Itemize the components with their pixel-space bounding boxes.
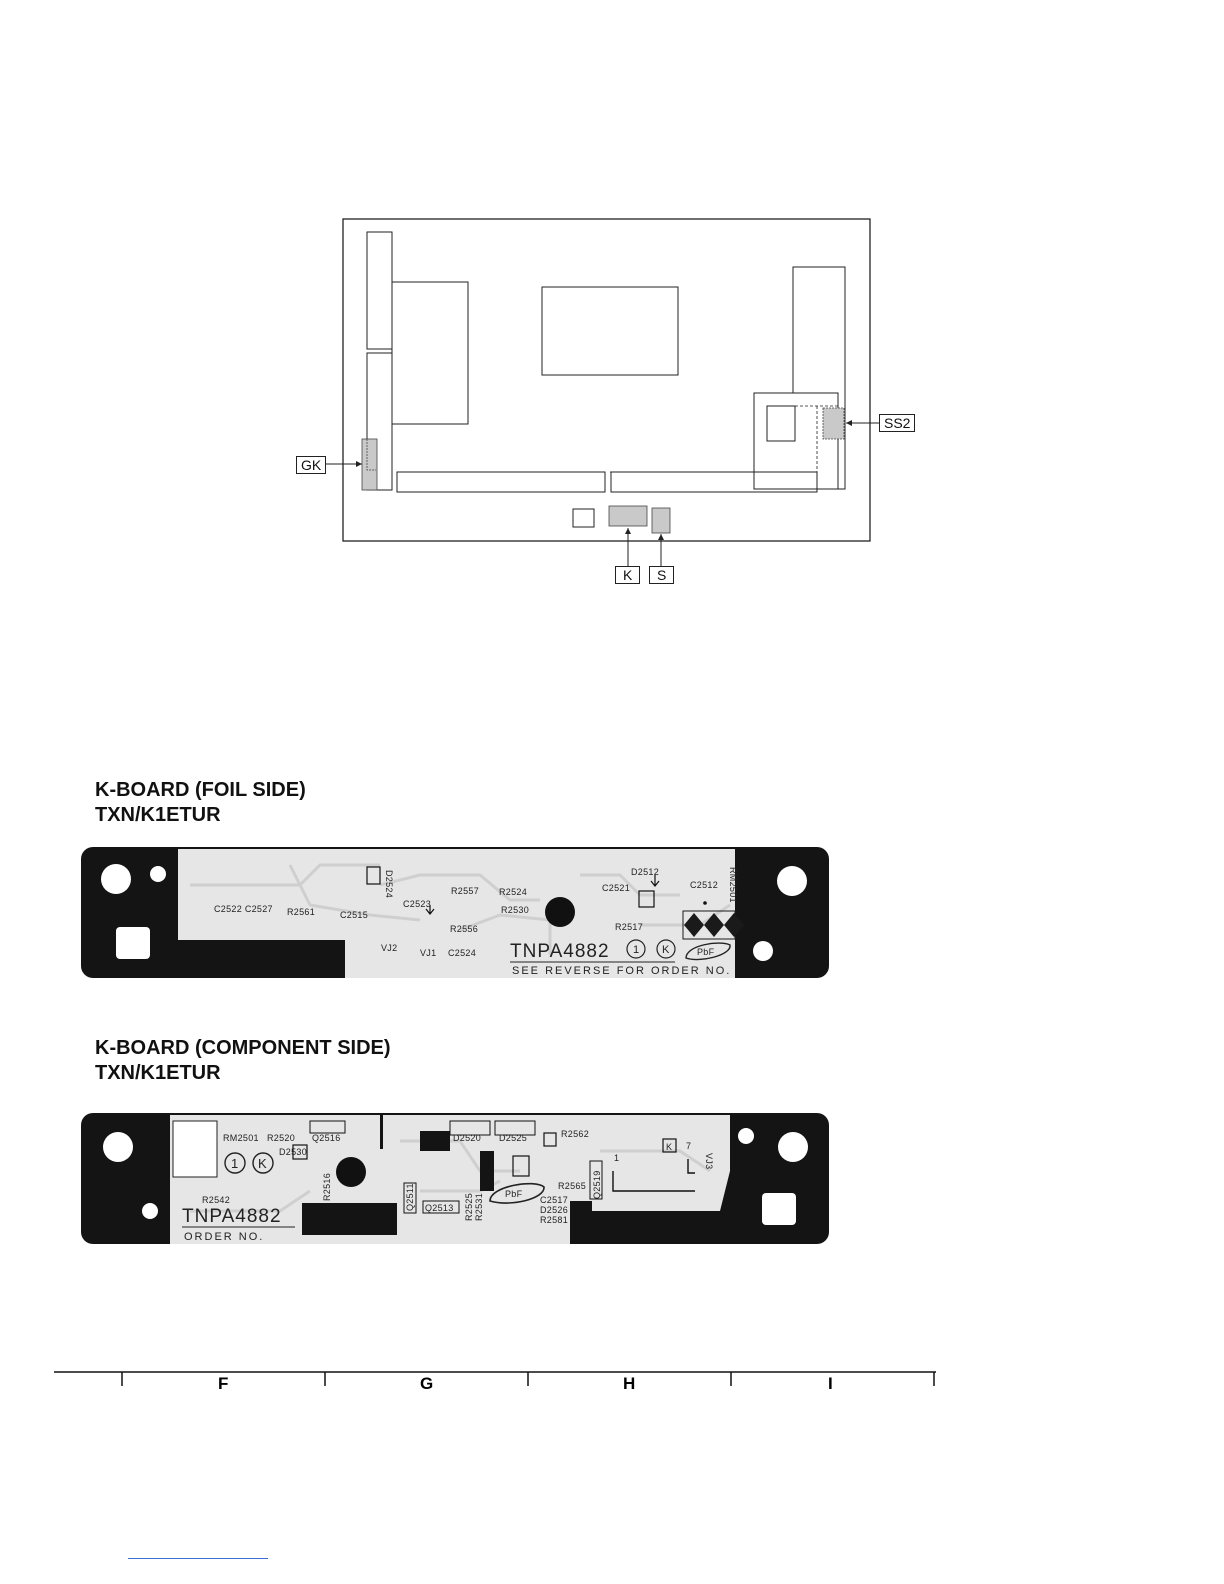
comp-slot-right [762, 1193, 796, 1225]
lbl-comp-q2511: Q2511 [405, 1183, 415, 1211]
foil-hole-right-small [753, 941, 773, 961]
left-block [392, 282, 468, 424]
grid-col-f: F [218, 1374, 229, 1393]
lbl-comp-r2562: R2562 [561, 1129, 590, 1139]
bottom-slot-left [397, 472, 605, 492]
comp-part-number: TNPA4882 [182, 1206, 282, 1227]
lbl-comp-c2517: C2517 [540, 1195, 569, 1205]
foil-hole-right-big [777, 866, 807, 896]
foil-side-title: K-BOARD (FOIL SIDE) [95, 779, 306, 801]
lbl-comp-q2516: Q2516 [312, 1133, 341, 1143]
component-side-model: TXN/K1ETUR [95, 1062, 221, 1084]
component-side-title: K-BOARD (COMPONENT SIDE) [95, 1037, 391, 1059]
foil-pbf: PbF [697, 947, 715, 957]
lbl-comp-r2565: R2565 [558, 1181, 587, 1191]
lbl-c2515: C2515 [340, 910, 369, 920]
lbl-comp-r2520: R2520 [267, 1133, 296, 1143]
center-block [542, 287, 678, 375]
grid-col-g: G [420, 1374, 434, 1393]
lbl-rm2501: RM2501 [728, 867, 738, 903]
foil-hole-left-big [101, 864, 131, 894]
lbl-comp-pin1: 1 [614, 1153, 620, 1163]
lbl-r2524: R2524 [499, 887, 528, 897]
comp-pbf: PbF [505, 1189, 523, 1199]
lbl-comp-rm2501: RM2501 [223, 1133, 259, 1143]
lbl-d2524: D2524 [384, 870, 394, 899]
comp-order-note: ORDER NO. [184, 1231, 265, 1243]
lbl-comp-r2525: R2525 [464, 1192, 474, 1221]
foil-center-pad [545, 897, 575, 927]
lbl-comp-vj3: VJ3 [704, 1153, 714, 1170]
foil-slot-left [116, 927, 150, 959]
k-tag: K [615, 566, 640, 584]
left-connector-upper [367, 232, 392, 349]
foil-reverse-note: SEE REVERSE FOR ORDER NO. [512, 965, 732, 977]
lbl-c2522-c2527: C2522 C2527 [214, 904, 273, 914]
comp-hole-left-small [142, 1203, 158, 1219]
lbl-comp-q2519: Q2519 [592, 1170, 602, 1199]
lbl-c2524: C2524 [448, 948, 477, 958]
lbl-c2512: C2512 [690, 880, 719, 890]
comp-center-pad [336, 1157, 366, 1187]
k-board-shaded [609, 506, 647, 526]
lbl-comp-d2525: D2525 [499, 1133, 528, 1143]
gk-tag: GK [296, 456, 326, 474]
ss2-tag: SS2 [879, 414, 915, 432]
comp-hole-right-small [738, 1128, 754, 1144]
foil-circle-1: 1 [633, 944, 640, 956]
main-board-outline [343, 219, 870, 541]
lbl-vj1: VJ1 [420, 948, 437, 958]
lbl-r2517: R2517 [615, 922, 644, 932]
lbl-comp-r2542: R2542 [202, 1195, 231, 1205]
grid-col-h: H [623, 1374, 636, 1393]
grid-col-i: I [828, 1374, 833, 1393]
lbl-r2557: R2557 [451, 886, 480, 896]
foil-hole-left-small [150, 866, 166, 882]
footer-link-underline [128, 1558, 268, 1559]
lbl-c2521: C2521 [602, 883, 631, 893]
s-tag: S [649, 566, 674, 584]
component-side-pcb [80, 1111, 832, 1247]
lbl-r2530: R2530 [501, 905, 530, 915]
bottom-empty-box [573, 509, 594, 527]
comp-circle-k: K [258, 1156, 267, 1171]
lbl-comp-r2516: R2516 [322, 1172, 332, 1201]
comp-hole-right-big [778, 1132, 808, 1162]
foil-part-number: TNPA4882 [510, 941, 610, 962]
foil-side-pcb [80, 845, 832, 981]
lbl-comp-r2581: R2581 [540, 1215, 569, 1225]
lbl-r2556: R2556 [450, 924, 479, 934]
lbl-comp-d2526: D2526 [540, 1205, 569, 1215]
board-overview-diagram [280, 210, 940, 600]
lbl-comp-d2530: D2530 [279, 1147, 308, 1157]
lbl-comp-q2513: Q2513 [425, 1203, 454, 1213]
comp-hole-left-big [103, 1132, 133, 1162]
lbl-comp-d2520: D2520 [453, 1133, 482, 1143]
comp-circle-1: 1 [231, 1156, 239, 1171]
s-board-shaded [652, 508, 670, 533]
lbl-r2561: R2561 [287, 907, 316, 917]
ss2-board-shaded [823, 408, 844, 439]
lbl-comp-pin7: 7 [686, 1141, 692, 1151]
foil-side-model: TXN/K1ETUR [95, 804, 221, 826]
lbl-vj2: VJ2 [381, 943, 398, 953]
lbl-comp-k-box: K [666, 1142, 673, 1152]
gk-board-shaded [362, 439, 377, 490]
grid-ruler [50, 1366, 942, 1396]
foil-circle-k: K [662, 944, 670, 956]
lbl-comp-r2531: R2531 [474, 1192, 484, 1221]
lbl-d2512: D2512 [631, 867, 660, 877]
lbl-c2523: C2523 [403, 899, 432, 909]
